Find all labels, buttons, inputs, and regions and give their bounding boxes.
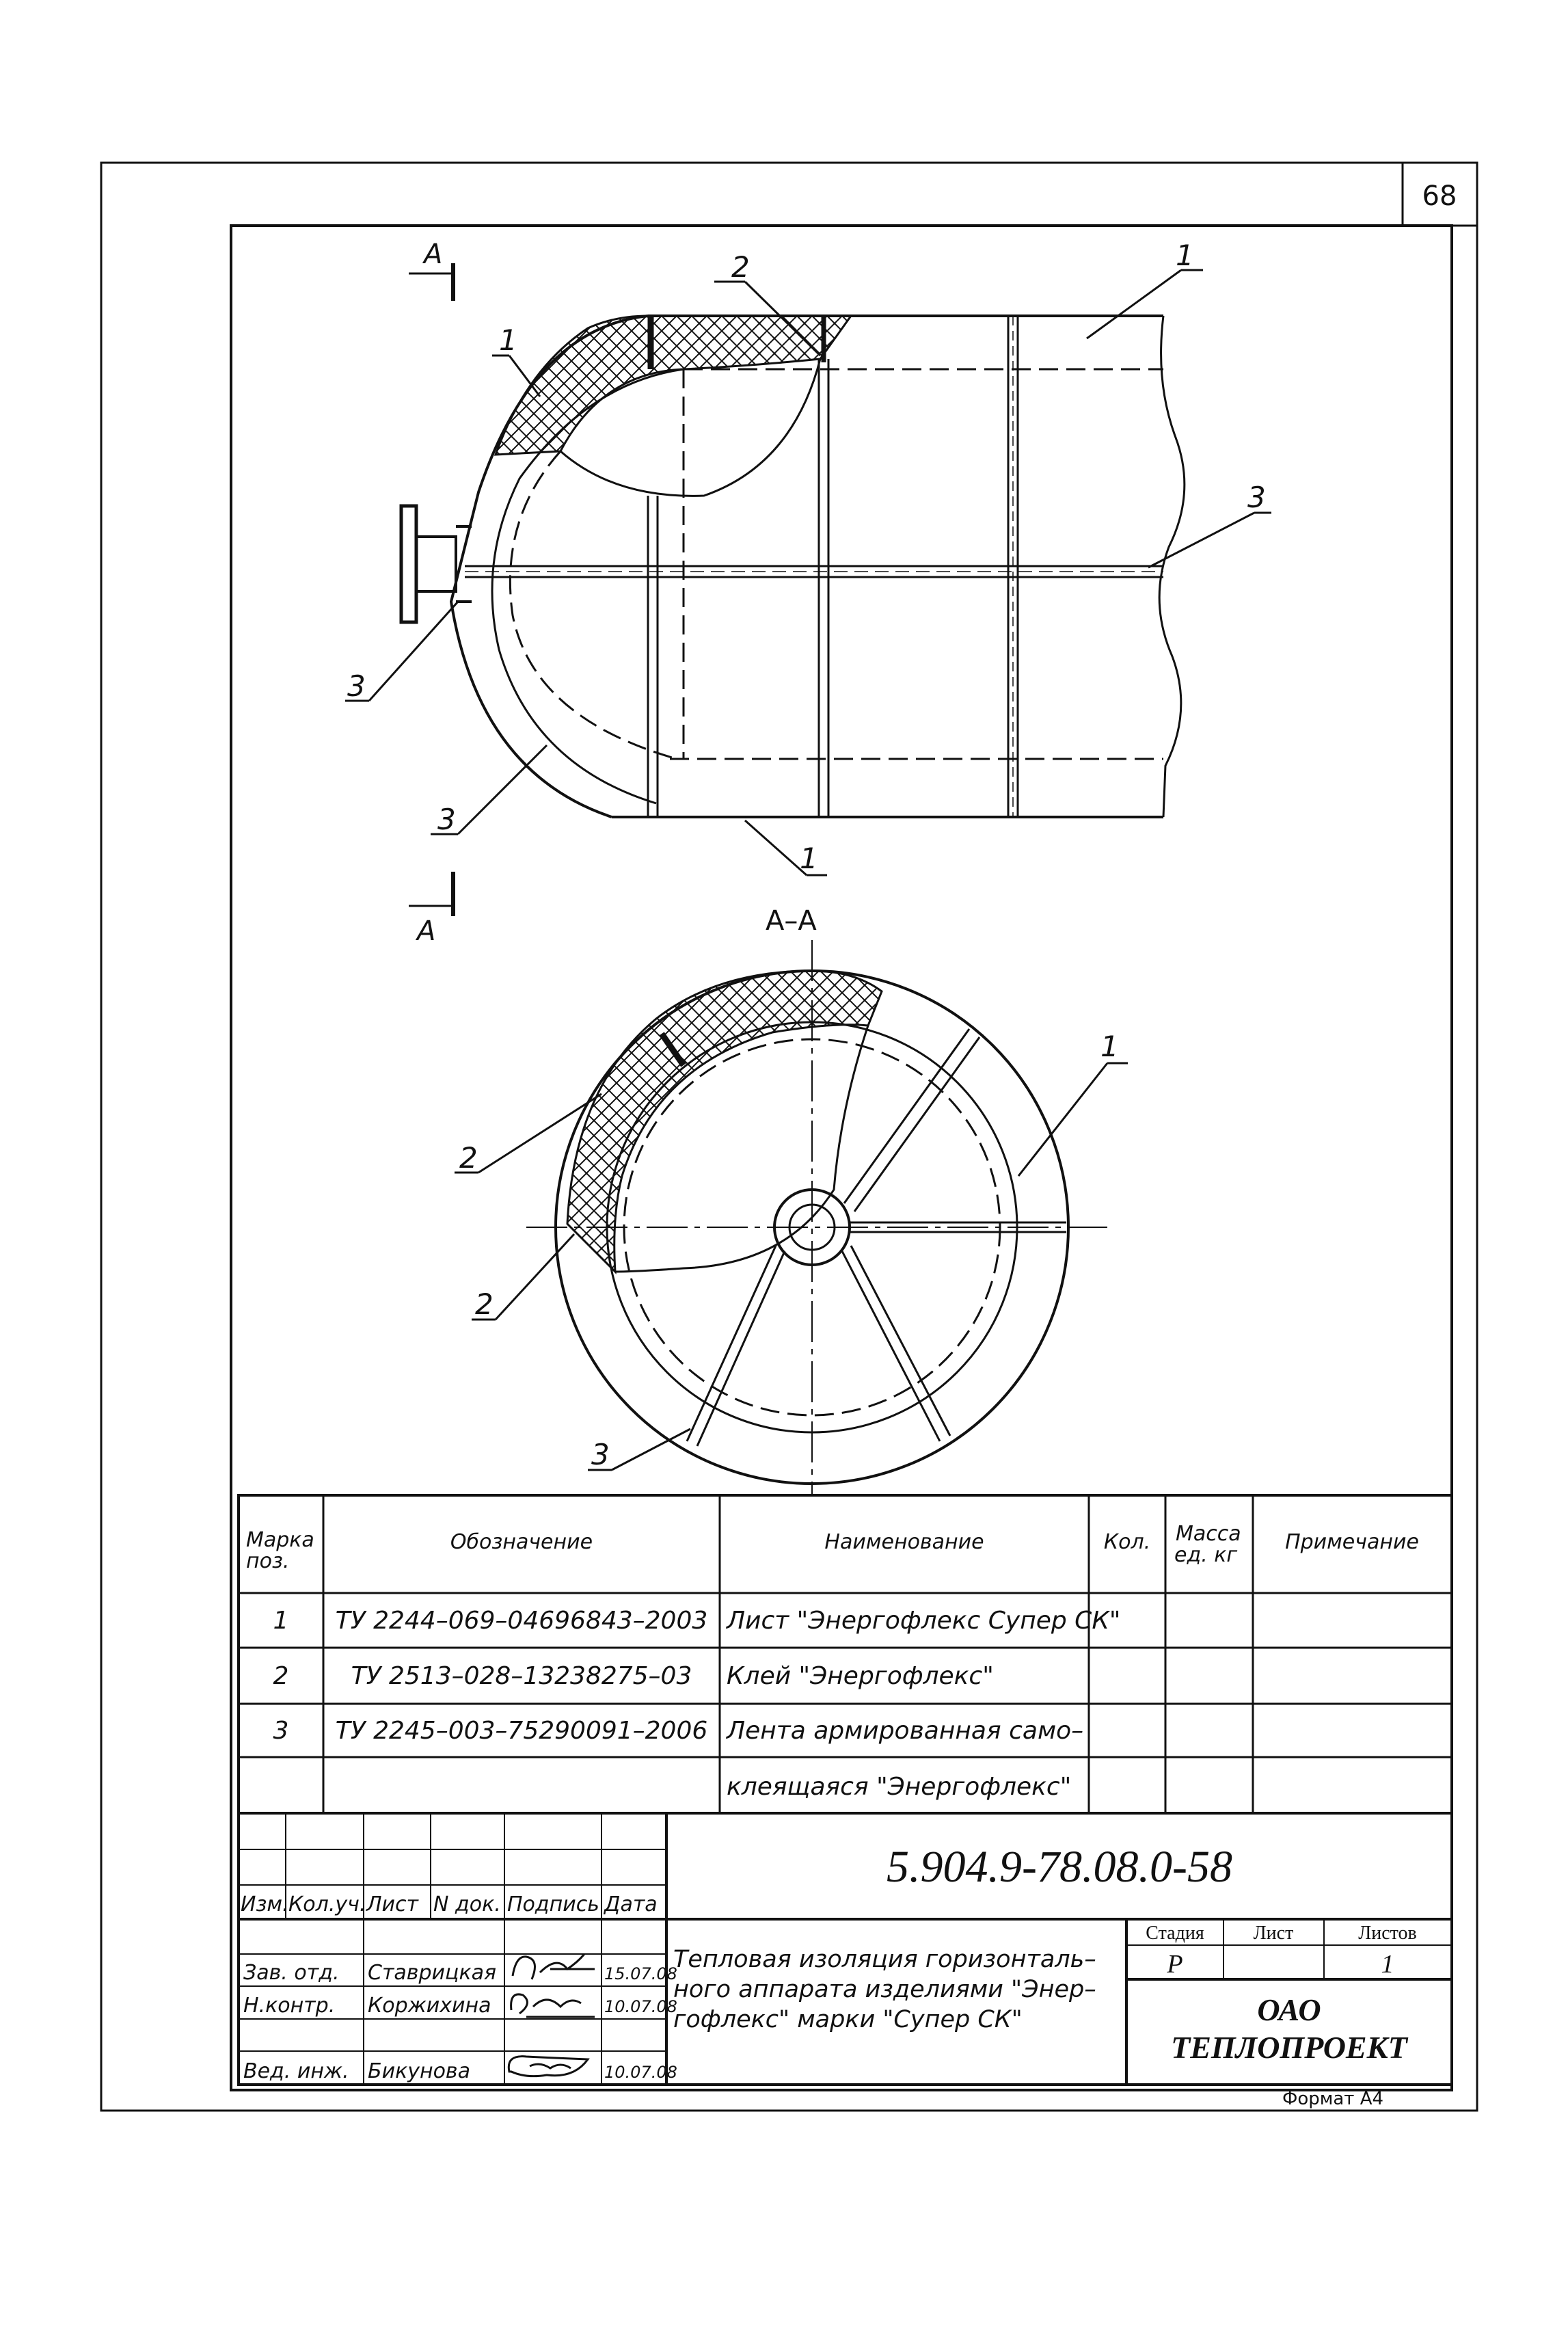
org-line-2: ТЕПЛОПРОЕКТ	[1171, 2030, 1407, 2065]
sheets-label: Листов	[1358, 1923, 1417, 1944]
callout-1-head: 1	[499, 323, 517, 357]
section-title: А–А	[766, 905, 817, 937]
page-number: 68	[1422, 180, 1457, 212]
header-izm: Изм.	[241, 1892, 289, 1916]
section-a-a-view	[455, 940, 1128, 1494]
stage-value: Р	[1167, 1950, 1183, 1979]
header-designation: Обозначение	[450, 1530, 593, 1554]
row-2-mark: 2	[273, 1662, 289, 1690]
spec-table-headers	[246, 1522, 1419, 1573]
sig-3-name: Бикунова	[368, 2059, 470, 2083]
org-line-1: ОАО	[1257, 1992, 1321, 2027]
header-podpis: Подпись	[507, 1892, 599, 1916]
callout-1-section: 1	[1100, 1030, 1119, 1063]
header-qty: Кол.	[1103, 1530, 1151, 1554]
header-data: Дата	[604, 1892, 658, 1916]
row-4-name: клеящаяся "Энергофлекс"	[727, 1773, 1072, 1801]
callout-3-nozzle: 3	[347, 669, 366, 703]
sig-1-role: Зав. отд.	[243, 1961, 340, 1985]
title-line-2: ного аппарата изделиями "Энер–	[673, 1976, 1096, 2003]
row-3-name: Лента армированная само–	[727, 1717, 1084, 1745]
callout-3-section: 3	[591, 1438, 610, 1471]
callout-3-bottom: 3	[437, 803, 456, 836]
header-n-dok: N док.	[433, 1892, 501, 1916]
sheet-label: Лист	[1253, 1923, 1294, 1944]
stage-label: Стадия	[1146, 1923, 1204, 1944]
sig-2-date: 10.07.08	[604, 1997, 677, 2016]
handwritten-signatures	[509, 1954, 595, 2076]
title-line-1: Тепловая изоляция горизонталь–	[673, 1946, 1096, 1973]
header-note: Примечание	[1285, 1530, 1419, 1554]
header-mark: Марка	[246, 1528, 314, 1552]
callout-2-section-upper: 2	[459, 1141, 478, 1175]
header-kol-uch: Кол.уч.	[288, 1892, 366, 1916]
row-2-designation: ТУ 2513–028–13238275–03	[351, 1662, 692, 1690]
sig-3-role: Вед. инж.	[243, 2059, 349, 2083]
section-mark-top: А	[424, 239, 443, 270]
header-mark-sub: поз.	[246, 1549, 290, 1573]
sig-2-name: Коржихина	[368, 1994, 491, 2018]
outer-frame	[101, 163, 1477, 2111]
row-1-mark: 1	[273, 1607, 289, 1635]
callout-2-top: 2	[731, 250, 750, 284]
row-3-designation: ТУ 2245–003–75290091–2006	[335, 1717, 708, 1745]
row-2-name: Клей "Энергофлекс"	[727, 1662, 994, 1690]
callout-2-section-lower: 2	[475, 1287, 494, 1321]
vessel-side-view	[345, 263, 1271, 916]
callout-1-bottom: 1	[800, 842, 818, 875]
sig-3-date: 10.07.08	[604, 2063, 677, 2082]
header-mass: Масса	[1176, 1522, 1241, 1546]
section-mark-bottom: А	[417, 915, 436, 947]
header-mass-sub: ед. кг	[1174, 1543, 1238, 1567]
header-list: Лист	[366, 1892, 419, 1916]
format-label: Формат А4	[1282, 2089, 1384, 2109]
sig-1-name: Ставрицкая	[368, 1961, 496, 1985]
sig-2-role: Н.контр.	[243, 1994, 336, 2018]
header-name: Наименование	[824, 1530, 984, 1554]
row-1-name: Лист "Энергофлекс Супер СК"	[727, 1607, 1121, 1635]
title-line-3: гофлекс" марки "Супер СК"	[673, 2006, 1023, 2033]
drawing-title	[673, 1946, 1096, 2033]
callout-3-right: 3	[1247, 481, 1266, 514]
organization	[1171, 1992, 1409, 2065]
stage-cells	[1146, 1923, 1416, 1979]
change-headers	[241, 1892, 658, 1916]
signature-rows	[243, 1961, 677, 2083]
row-1-designation: ТУ 2244–069–04696843–2003	[335, 1607, 708, 1635]
doc-number: 5.904.9-78.08.0-58	[887, 1842, 1232, 1892]
callout-1-top-right: 1	[1176, 239, 1194, 272]
sig-1-date: 15.07.08	[604, 1964, 677, 1983]
sheets-value: 1	[1381, 1950, 1394, 1979]
row-3-mark: 3	[273, 1717, 289, 1745]
